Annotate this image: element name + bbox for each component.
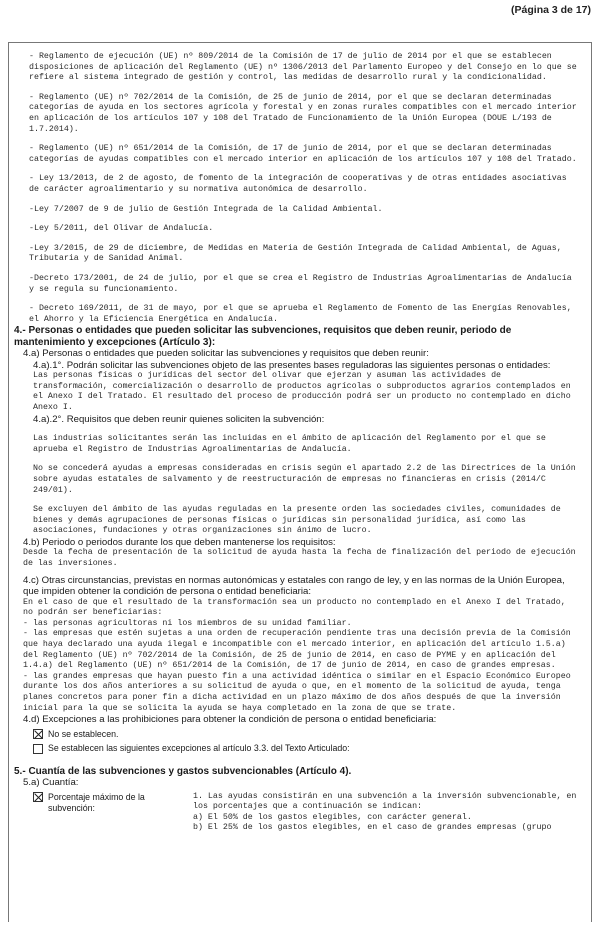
section-4b-text: Desde la fecha de presentación de la solicitud de ayuda hasta la fecha de finalización del periodo de ejecución de las inversiones.: [23, 548, 576, 568]
option-label: Se establecen las siguientes excepciones al artículo 3.3. del Texto Articulado:: [48, 743, 350, 754]
section-4a2-paragraph: Se excluyen del ámbito de las ayudas reguladas en la presente orden las sociedades civiles, comunidades de bienes y demás agrupaciones de personas físicas o jurídicas sin personalidad jurídica, así como las asociaciones, fundaciones y otras organizaciones sin ánimo de lucro.: [33, 505, 561, 536]
option-label: No se establecen.: [48, 728, 119, 739]
checkbox[interactable]: [33, 744, 43, 754]
percentage-option[interactable]: [33, 792, 183, 834]
regulation-item: - Decreto 169/2011, de 31 de mayo, por el que se aprueba el Reglamento de Fomento de las Energías Renovables, el Ahorro y la Eficiencia Energética en Andalucía.: [29, 304, 572, 324]
option-no-exceptions[interactable]: [33, 729, 591, 741]
section-4a2-paragraph: No se concederá ayudas a empresas consideradas en crisis según el apartado 2.2 de las Directrices de la Unión sobre ayudas estatales de salvamento y de reestructuración de empresas no financieras en crisis (2014/C 249/01).: [33, 464, 576, 495]
section-4c-line: - las grandes empresas que hayan puesto fin a una actividad idéntica o similar en el Espacio Económico Europeo durante los dos años anteriores a su solicitud de ayuda o que, en el momento de la solicitud de ayuda, tenga planes concretos para poner fin a dicha actividad en un plazo máximo de dos años después de que la inversión inicial para la que se solicita la ayuda se haya completado en la zona de que se trate.: [23, 671, 571, 713]
percentage-line: b) El 25% de los gastos elegibles, en el caso de grandes empresas (grupo: [193, 823, 552, 833]
section-4c-line: - las personas agricultoras ni los miembros de su unidad familiar.: [23, 618, 352, 628]
regulations-list: [9, 43, 591, 325]
section-4c-line: - las empresas que estén sujetas a una orden de recuperación pendiente tras una decisión previa de la Comisión que haya declarado una ayuda ilegal e incompatible con el mercado interior, en aplicación del artículo 1.5.a) del Reglamento (UE) nº 702/2014 de la Comisión, de 25 de junio de 2014, en caso de PYME y en aplicación del 1.4.a) del Reglamento (UE) nº 651/2014 de la Comisión, de 17 de junio de 2014, en caso de grandes empresas.: [23, 629, 571, 671]
percentage-row: [33, 792, 591, 834]
section-4c-text: [9, 598, 591, 715]
section-4c-heading: 4.c) Otras circunstancias, previstas en normas autonómicas y estatales con rango de ley, y en las normas de la Unión Europea, que impiden obtener la condición de persona o entidad beneficiaria:: [23, 574, 565, 598]
section-4a1-text: Las personas físicas o jurídicas del sector del olivar que ejerzan y asuman las actividades de transformación, comercialización o desarrollo de productos agrícolas o subproductos agrarios contemplados en el Anexo I del Tratado. El resultado del proceso de producción podrá ser un producto no contemplado en dicho Anexo I.: [33, 371, 571, 413]
regulation-item: -Ley 5/2011, del Olivar de Andalucía.: [29, 224, 214, 234]
section-4a2-paragraph: Las industrias solicitantes serán las incluidas en el ámbito de aplicación del Reglamento por el que se aprueba el Registro de Industrias Agroalimentarias de Andalucía.: [33, 434, 546, 454]
regulation-item: -Ley 3/2015, de 29 de diciembre, de Medidas en Materia de Gestión Integrada de Calidad Ambiental, de Aguas, Tributaria y de Sanidad Animal.: [29, 243, 562, 264]
checkbox[interactable]: [33, 729, 43, 739]
section-4b-heading: 4.b) Periodo o periodos durante los que deben mantenerse los requisitos:: [23, 536, 336, 548]
percentage-line: a) El 50% de los gastos elegibles, con carácter general.: [193, 812, 472, 822]
regulation-item: -Decreto 173/2001, de 24 de julio, por el que se crea el Registro de Industrias Agroalimentarias de Andalucía y se regula su funcionamiento.: [29, 273, 572, 294]
section-5-title: 5.- Cuantía de las subvenciones y gastos subvencionables (Artículo 4).: [14, 765, 352, 777]
section-4a-heading: 4.a) Personas o entidades que pueden solicitar las subvenciones y requisitos que deben reunir:: [23, 348, 429, 360]
percentage-label: Porcentaje máximo de la subvención:: [48, 791, 145, 814]
regulation-item: - Ley 13/2013, de 2 de agosto, de fomento de la integración de cooperativas y de otras entidades asociativas de carácter agroalimentario y su normativa autonómica de desarrollo.: [29, 174, 567, 194]
section-4a1-heading: 4.a).1°. Podrán solicitar las subvenciones objeto de las presentes bases reguladoras las siguientes personas o entidades:: [33, 359, 551, 371]
section-4d-heading: 4.d) Excepciones a las prohibiciones para obtener la condición de persona o entidad beneficiaria:: [23, 714, 437, 726]
regulation-item: -Ley 7/2007 de 9 de julio de Gestión Integrada de la Calidad Ambiental.: [29, 204, 383, 214]
section-5a-heading: 5.a) Cuantía:: [23, 777, 79, 789]
section-4c-line: En el caso de que el resultado de la transformación sea un producto no contemplado en el Anexo I del Tratado, no podrán ser beneficiarias:: [23, 597, 566, 618]
regulation-item: - Reglamento (UE) nº 702/2014 de la Comisión, de 25 de junio de 2014, por el que se declaran determinadas categorías de ayuda en los sectores agrícola y forestal y en zonas rurales compatibles con el mercado interior en aplicación de los artículos 107 y 108 del Tratado de Funcionamiento de la Unión Europea (DOUE L/193 de 1.7.2014).: [29, 92, 577, 134]
regulation-item: - Reglamento (UE) nº 651/2014 de la Comisión, de 17 de junio de 2014, por el que se declaran determinadas categorías de ayudas compatibles con el mercado interior en aplicación de los artículos 107 y 108 del Tratado.: [29, 144, 577, 164]
checkbox[interactable]: [33, 792, 43, 802]
option-with-exceptions[interactable]: [33, 743, 591, 755]
section-4-title: 4.- Personas o entidades que pueden solicitar las subvenciones, requisitos que deben reunir, periodo de mantenimiento y excepciones (Artículo 3):: [14, 325, 512, 348]
document-frame: [8, 42, 592, 922]
page-number: (Página 3 de 17): [511, 4, 591, 16]
percentage-text: [183, 792, 591, 834]
percentage-line: 1. Las ayudas consistirán en una subvención a la inversión subvencionable, en los porcentajes que a continuación se indican:: [193, 791, 577, 812]
regulation-item: - Reglamento de ejecución (UE) nº 809/2014 de la Comisión de 17 de julio de 2014 por el que se establecen disposiciones de aplicación del Reglamento (UE) nº 1306/2013 del Parlamento Europeo y del Consejo en lo que se refiere al sistema integrado de gestión y control, las medidas de desarrollo rural y la condicionalidad.: [29, 52, 577, 83]
section-4a2-heading: 4.a).2°. Requisitos que deben reunir quienes soliciten la subvención:: [33, 413, 325, 425]
